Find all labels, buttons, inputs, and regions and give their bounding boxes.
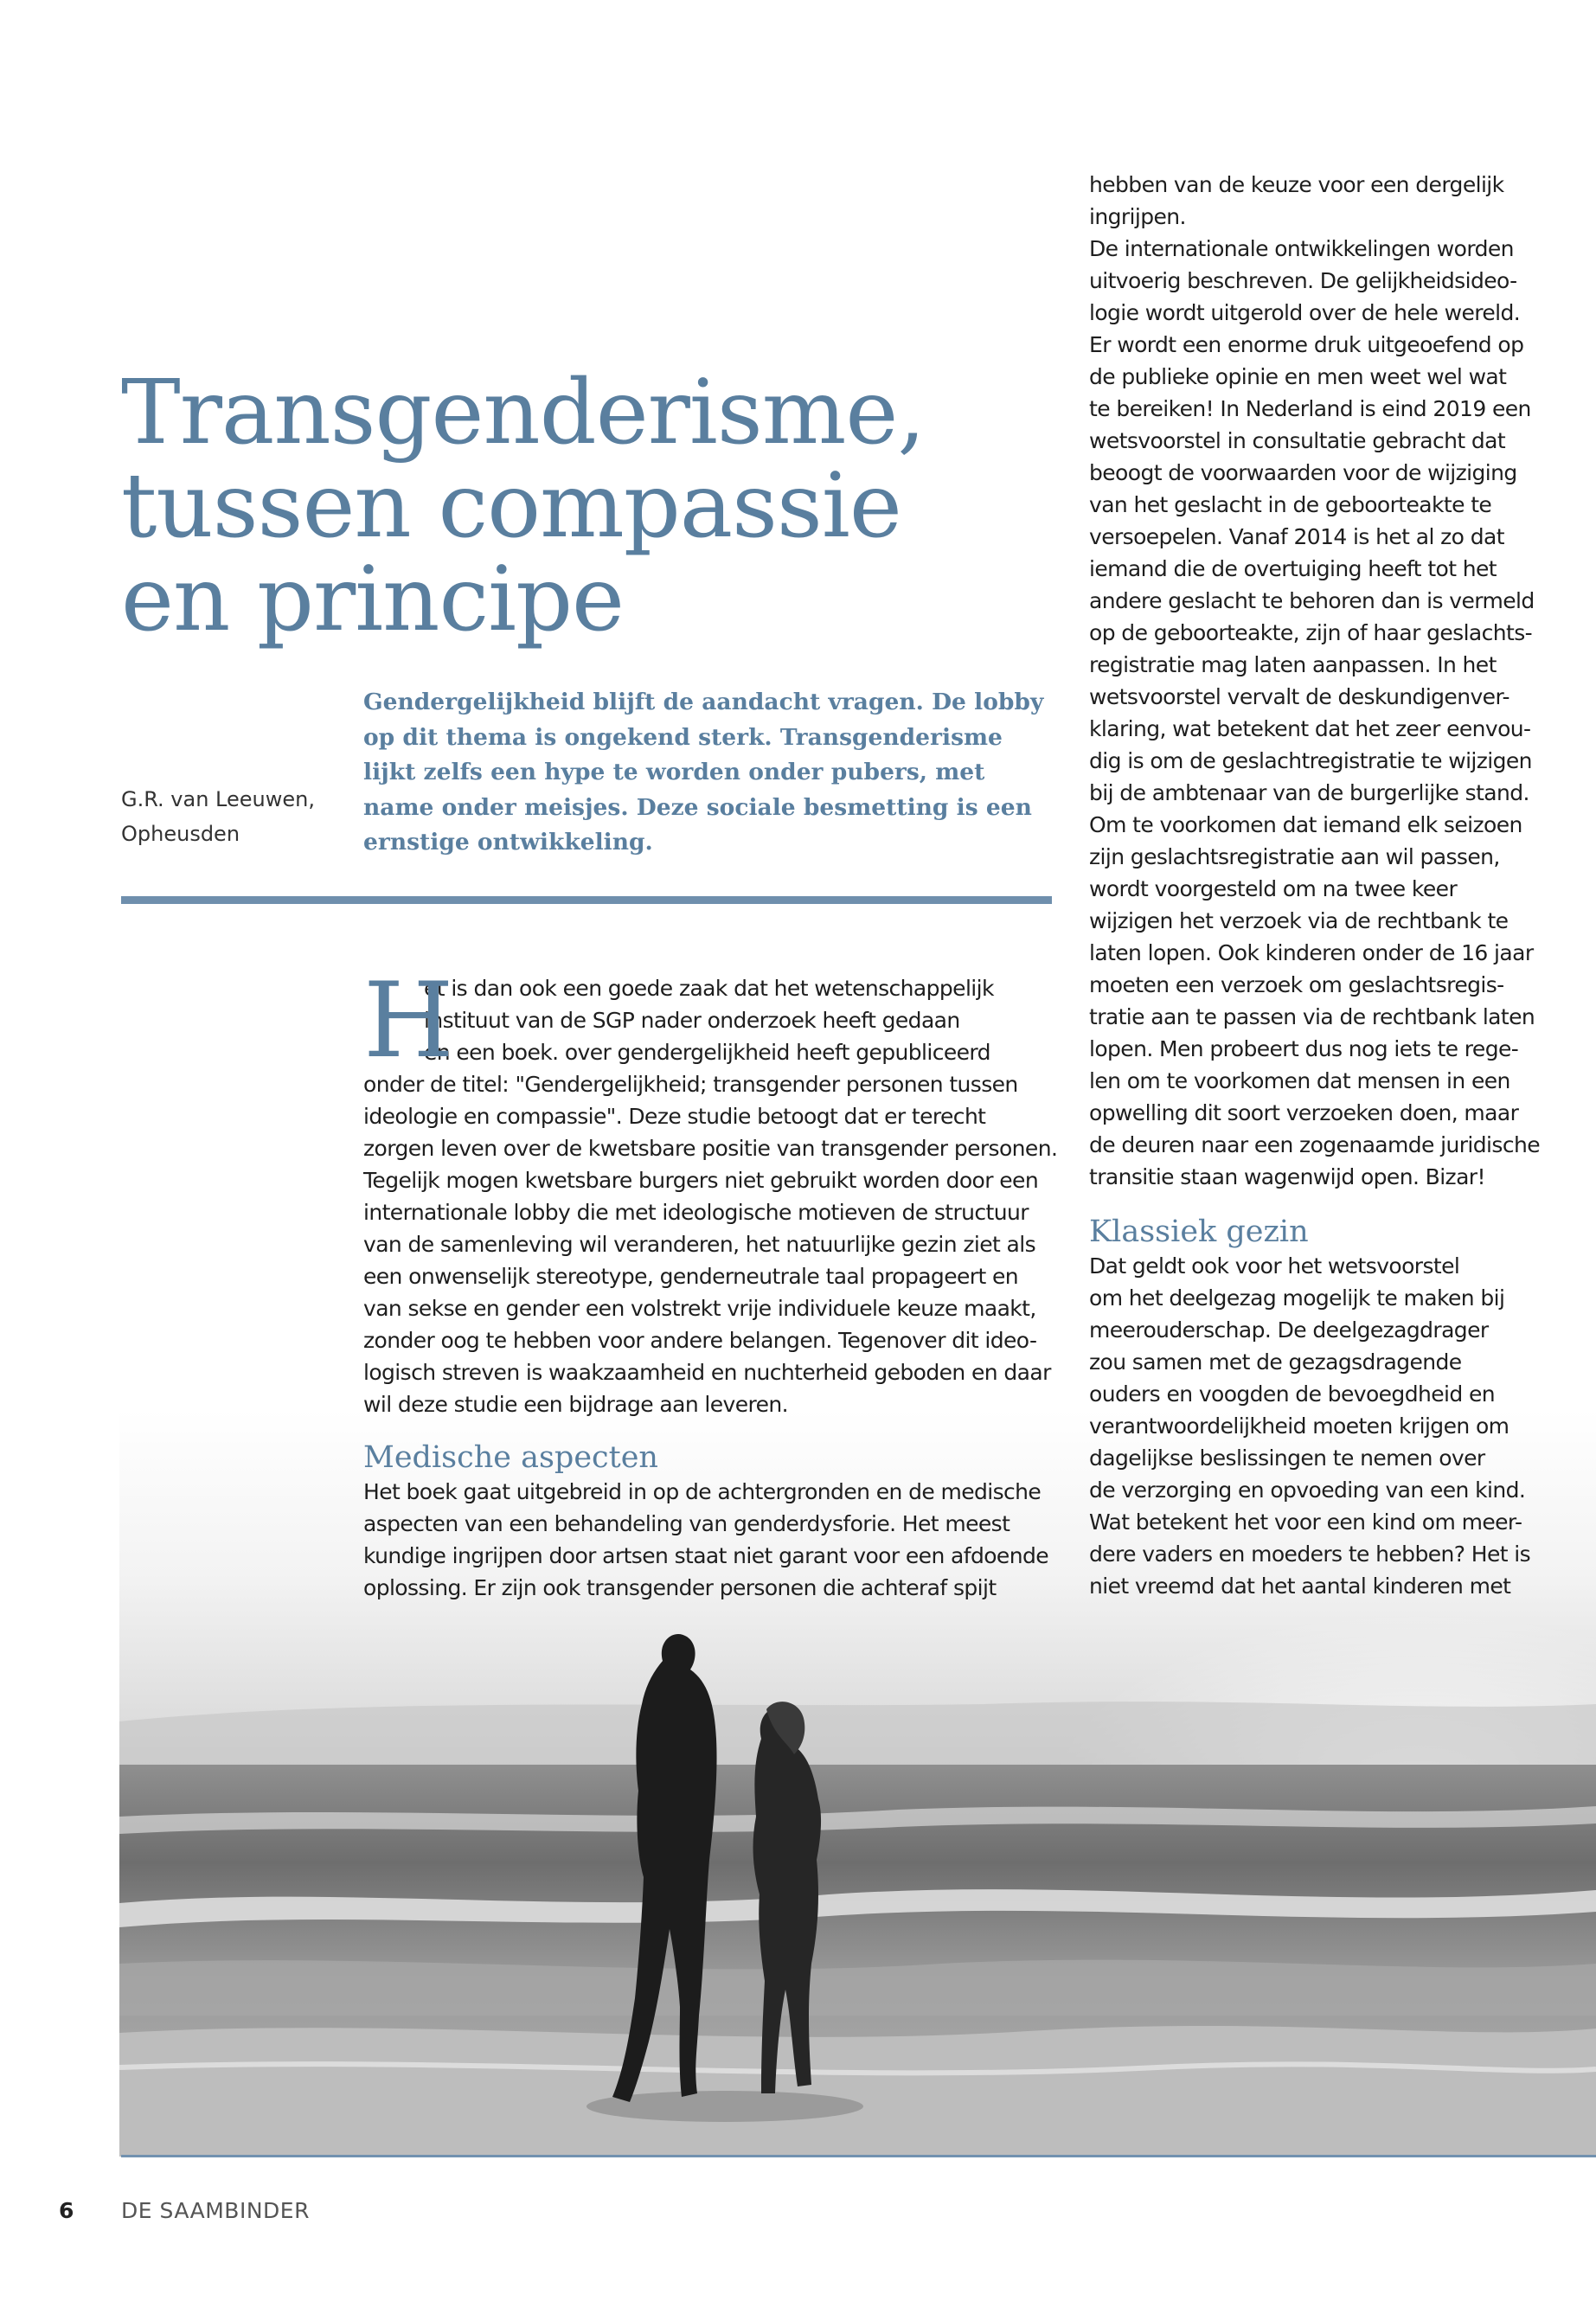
body-line: niet vreemd dat het aantal kinderen met — [1089, 1574, 1511, 1599]
body-line: laten lopen. Ook kinderen onder de 16 jaar — [1089, 940, 1534, 965]
body-column-right — [1089, 169, 1539, 1602]
lead-line: lijkt zelfs een hype te worden onder pubers, met — [363, 759, 985, 785]
body-line: wetsvoorstel vervalt de deskundigenver- — [1089, 684, 1509, 709]
body-line: van sekse en gender een volstrekt vrije individuele keuze maakt, — [363, 1296, 1036, 1321]
subheading-medische-aspecten: Medische aspecten — [363, 1440, 658, 1475]
body-line: en een boek. over gendergelijkheid heeft gepubliceerd — [424, 1040, 990, 1065]
body-line: bij de ambtenaar van de burgerlijke stand. — [1089, 780, 1529, 805]
body-line: Het boek gaat uitgebreid in op de achtergronden en de medische — [363, 1479, 1042, 1504]
lead-line: Gendergelijkheid blijft de aandacht vragen. De lobby — [363, 689, 1044, 715]
body-line: tratie aan te passen via de rechtbank laten — [1089, 1004, 1535, 1029]
body-line: opwelling dit soort verzoeken doen, maar — [1089, 1100, 1519, 1125]
body-line: wijzigen het verzoek via de rechtbank te — [1089, 908, 1509, 933]
body-line: logie wordt uitgerold over de hele wereld. — [1089, 300, 1521, 325]
article-title — [121, 361, 934, 651]
author-location: Opheusden — [121, 822, 240, 846]
body-line: hebben van de keuze voor een dergelijk — [1089, 172, 1504, 197]
body-line: de publieke opinie en men weet wel wat — [1089, 364, 1507, 389]
body-line: een onwenselijk stereotype, genderneutrale taal propageert en — [363, 1264, 1019, 1289]
body-line: wetsvoorstel in consultatie gebracht dat — [1089, 428, 1506, 453]
body-line: De internationale ontwikkelingen worden — [1089, 236, 1514, 261]
body-line: beoogt de voorwaarden voor de wijziging — [1089, 460, 1517, 485]
body-line: len om te voorkomen dat mensen in een — [1089, 1068, 1510, 1093]
footer-rule — [121, 2155, 1596, 2157]
author-name: G.R. van Leeuwen, — [121, 787, 315, 811]
body-line: logisch streven is waakzaamheid en nuchterheid geboden en daar — [363, 1360, 1051, 1385]
lead-line: ernstige ontwikkeling. — [363, 829, 653, 856]
lead-line: name onder meisjes. Deze sociale besmetting is een — [363, 793, 1032, 821]
title-line: Transgenderisme, — [121, 361, 926, 465]
body-line: onder de titel: "Gendergelijkheid; transgender personen tussen — [363, 1072, 1018, 1097]
page-number: 6 — [59, 2198, 74, 2223]
body-line: moeten een verzoek om geslachtsregis- — [1089, 972, 1504, 997]
body-line: aspecten van een behandeling van genderdysforie. Het meest — [363, 1511, 1010, 1536]
subheading-klassiek-gezin: Klassiek gezin — [1089, 1215, 1309, 1249]
body-line: Wat betekent het voor een kind om meer- — [1089, 1509, 1522, 1535]
body-line: zorgen leven over de kwetsbare positie van transgender personen. — [363, 1136, 1058, 1161]
body-line: ideologie en compassie". Deze studie betoogt dat er terecht — [363, 1104, 986, 1129]
body-line: Er wordt een enorme druk uitgeoefend op — [1089, 332, 1524, 357]
body-line: registratie mag laten aanpassen. In het — [1089, 652, 1497, 677]
body-line: dig is om de geslachtregistratie te wijzigen — [1089, 748, 1532, 773]
body-line: van de samenleving wil veranderen, het natuurlijke gezin ziet als — [363, 1232, 1036, 1257]
body-line: ouders en voogden de bevoegdheid en — [1089, 1381, 1495, 1407]
body-column-middle — [363, 961, 1058, 1604]
magazine-name: DE SAAMBINDER — [121, 2198, 310, 2223]
body-line: iemand die de overtuiging heeft tot het — [1089, 556, 1497, 581]
lead-line: op dit thema is ongekend sterk. Transgenderisme — [363, 723, 1003, 751]
body-line: kundige ingrijpen door artsen staat niet garant voor een afdoende — [363, 1543, 1049, 1568]
body-line: dere vaders en moeders te hebben? Het is — [1089, 1541, 1531, 1567]
body-line: andere geslacht te behoren dan is vermeld — [1089, 588, 1535, 613]
drop-cap: H — [363, 961, 454, 1081]
body-line: wil deze studie een bijdrage aan leveren. — [363, 1392, 789, 1417]
lead-paragraph — [363, 685, 1055, 861]
body-line: uitvoerig beschreven. De gelijkheidsideo- — [1089, 268, 1517, 293]
body-line: Om te voorkomen dat iemand elk seizoen — [1089, 812, 1522, 837]
body-line: te bereiken! In Nederland is eind 2019 een — [1089, 396, 1531, 421]
body-line: de deuren naar een zogenaamde juridische — [1089, 1132, 1540, 1157]
body-line: meerouderschap. De deelgezagdrager — [1089, 1317, 1489, 1343]
title-line: tussen compassie — [121, 454, 901, 558]
body-line: versoepelen. Vanaf 2014 is het al zo dat — [1089, 524, 1504, 549]
body-line: van het geslacht in de geboorteakte te — [1089, 492, 1492, 517]
body-line: instituut van de SGP nader onderzoek heeft gedaan — [424, 1008, 960, 1033]
body-line: lopen. Men probeert dus nog iets te rege- — [1089, 1036, 1519, 1061]
title-line: en principe — [121, 548, 624, 651]
body-line: Dat geldt ook voor het wetsvoorstel — [1089, 1253, 1460, 1279]
body-line: ingrijpen. — [1089, 204, 1186, 229]
body-line: internationale lobby die met ideologische motieven de structuur — [363, 1200, 1029, 1225]
author-byline — [121, 782, 337, 851]
section-divider — [121, 896, 1052, 904]
body-line: Tegelijk mogen kwetsbare burgers niet gebruikt worden door een — [363, 1168, 1039, 1193]
body-line: dagelijkse beslissingen te nemen over — [1089, 1445, 1485, 1471]
body-line: klaring, wat betekent dat het zeer eenvou- — [1089, 716, 1531, 741]
body-line: et is dan ook een goede zaak dat het wetenschappelijk — [424, 976, 994, 1001]
body-line: oplossing. Er zijn ook transgender personen die achteraf spijt — [363, 1575, 997, 1600]
body-line: zonder oog te hebben voor andere belangen. Tegenover dit ideo- — [363, 1328, 1037, 1353]
body-line: wordt voorgesteld om na twee keer — [1089, 876, 1458, 901]
body-line: zijn geslachtsregistratie aan wil passen, — [1089, 844, 1500, 869]
body-line: om het deelgezag mogelijk te maken bij — [1089, 1285, 1505, 1311]
body-line: de verzorging en opvoeding van een kind. — [1089, 1477, 1526, 1503]
body-line: verantwoordelijkheid moeten krijgen om — [1089, 1413, 1509, 1439]
body-line: op de geboorteakte, zijn of haar geslachts- — [1089, 620, 1533, 645]
body-line: zou samen met de gezagsdragende — [1089, 1349, 1462, 1375]
body-line: transitie staan wagenwijd open. Bizar! — [1089, 1164, 1485, 1189]
